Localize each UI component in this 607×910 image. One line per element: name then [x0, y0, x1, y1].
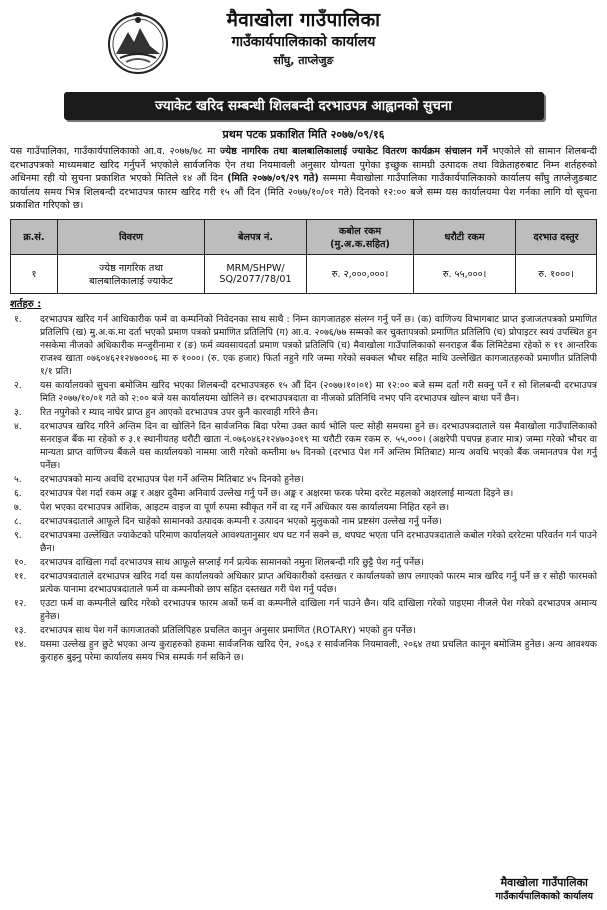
list-item — [10, 597, 597, 623]
term-text: रित नपुगेको र म्याद नाघेर प्राप्त हुन आएको दरभाउपत्र उपर कुनै कारवाही गरिने छैन। — [40, 406, 319, 418]
table-row — [11, 254, 597, 293]
intro-bold-program: ज्येष्ठ नागरिक तथा बालबालिकालाई ज्याकेट वितरण कार्यक्रम संचालन गर्ने — [220, 146, 488, 157]
header — [10, 8, 597, 88]
terms-list — [10, 313, 597, 664]
list-item — [10, 313, 597, 378]
term-number: ३. — [14, 406, 22, 418]
list-item — [10, 638, 597, 664]
term-number: १४. — [14, 638, 27, 650]
term-text: दरभाउपत्र साथ पेश गर्ने कागजातको प्रतिलिपिहरु प्रचलित कानुन अनुसार प्रमाणित (ROTARY) भएको हुन पर्नेछ। — [40, 624, 416, 636]
term-text: दरभाउपत्रदाताले दरभाउपत्र खरिद गर्दा यस कार्यालयको अधिकार प्राप्त अधिकारीको दस्तखत र कार्यालयको छाप लगाएको फारम मात्र खरिद गर्नु पर्ने छ र सोही फारमको प्रत्येक पानामा दरभाउपत्रदाताले फर्म वा कम्पनीको छाप सहित दस्तखत गरी पेश गर्नु पर्दछ। — [40, 570, 597, 595]
intro-text-2: भएकोले सो सामान शिलबन्दी दरभाउपत्रको माध्यमबाट खरिद गर्नुपर्ने भएकोले सार्वजनिक ऐन तथा नियमावली अनुसार योग्यता पुगेका इच्छुक सामग्री उत्पादक तथा विक्रेताहरुबाट निम्न शर्तहरुको अधिनमा रही यो सुचना प्रकाशित भएको मितिले १४ औं दिन — [10, 146, 597, 185]
term-text: दरभाउपत्रमा उल्लेखित ज्याकेटको परिमाण कार्यालयले आवश्यतानुसार थप घट गर्न सक्ने छ, थपघट भएता पनि दरभाउपत्रदाताले कबोल गरेको दररेटमा परिवर्तन गर्न पाउने छैन। — [40, 529, 597, 554]
intro-text-1: यस गाउँपालिका, गाउँकार्यपालिकाको आ.व. २०७७/७८ मा — [10, 146, 221, 157]
publication-date: प्रथम पटक प्रकाशित मिति २०७७/०९/१६ — [222, 128, 385, 141]
term-number: १२. — [14, 597, 27, 609]
list-item — [10, 473, 597, 486]
term-number: १३. — [14, 624, 27, 636]
list-item — [10, 570, 597, 596]
list-item — [10, 529, 597, 555]
col-header-fee: दरभाउ दस्तुर — [516, 219, 597, 254]
term-number: १०. — [14, 556, 27, 568]
office-name: गाउँकार्यपालिकाको कार्यालय — [231, 34, 376, 50]
term-number: ७. — [14, 501, 22, 513]
terms-heading: शर्तहरु : — [10, 298, 42, 310]
nepal-emblem-icon — [106, 10, 170, 76]
col-header-bid-no: बेलपत्र नं. — [205, 219, 307, 254]
term-text: यस कार्यालयको सुचना बमोजिम खरिद भएका शिलबन्दी दरभाउपत्रहरु १५ औं दिन (२०७७।१०।०१) मा १२:०० बजे सम्म दर्ता गरी सक्नु पर्ने र सो शिलबन्दी दरभाउपत्र मिति २०७७/१०/०१ गते को २:०० बजे यस कार्यालयमा खोलिने छ। दरभाउपत्रदाता वा नीजको प्रतिनिधि नभए पनि दरभाउपत्र खोल्न बाधा पर्ने छैन। — [40, 379, 597, 404]
col-header-amount: कबोल रकम (मु.अ.क.सहित) — [307, 219, 414, 254]
intro-text-3: सम्ममा मैवाखोला गाउँपालिका गाउँकार्यपालिकाको कार्यालय साँघु ताप्लेजुङबाट कार्यालय समय भित्र शिलबन्दी दरभाउपत्र फारम खरिद गरी १५ औं दिन (मिति २०७७/१०/०१ गते) दिनको १२:०० बजे सम्म यस कार्यालयमा पेश गर्नका लागि यो सूचना प्रकाशित गरिएको छ। — [10, 173, 597, 212]
cell-bid-no-line2: SQ/2077/78/01 — [219, 273, 292, 285]
cell-deposit: रु. ५५,०००। — [414, 254, 516, 293]
col-header-description: विवरण — [58, 219, 205, 254]
cell-bid-no-line1: MRM/SHPW/ — [226, 262, 285, 274]
term-text: दरभाउपत्र खरिद गर्न आधिकारीक फर्म वा कम्पनिको निवेदनका साथ साथै : निम्न कागजातहरु संलग्न गर्नु पर्ने छ। (क) वाणिज्य विभागबाट प्राप्त इजाजतपत्रको प्रमाणित प्रतिलिपि (ख) मु.अ.क.मा दर्ता भएको प्रमाण पत्रको प्रमाणित प्रतिलिपि (ग) आ.व. २०७६/७७ सम्मको कर चुक्तापत्रको प्रमाणित प्रतिलिपि (घ) प्रोपाइटर स्वयं उपस्थित हुन नसकेमा नीजको अधिकारीक मन्जुरीनामा र (ङ) फर्म व्यवसायदर्ता प्रमाण पत्रको प्रतिलिपि (च) मैवाखोला गाउँपालिकाको सनराइज बैंक लिमिटेडमा रहेको रु ११ आन्तरिक राजश्व खाता ०७६०४६२१२४७०००६ मा रु १०००। (रु. एक हजार) फिर्ता नहुने गरि जम्मा गरेको सक्कल भौचर सहित माथि उल्लेखित कागजातहरुको प्रमाणीत प्रतिलिपी १/१ प्रति। — [40, 313, 597, 377]
list-item — [10, 406, 597, 419]
list-item — [10, 487, 597, 500]
cell-description-line2: बालबालिकालाई ज्याकेट — [89, 275, 173, 287]
term-text: दरभाउपत्र दाखिला गर्दा दरभाउपत्र साथ आफूले सप्लाई गर्न प्रत्येक सामानको नमुना शिलबन्दी गरि छुट्टै पेश गर्नु पर्नेछ। — [40, 556, 425, 568]
term-text: एउटा फर्म वा कम्पनीले खरिद गरेको दरभाउपत्र फारम अर्को फर्म वा कम्पनीले दाखिला गर्न पाउने छैन। यदि दाखिला गरेको पाइएमा नीजले पेश गरेको दरभाउपत्र अमान्य हुनेछ। — [40, 597, 597, 622]
term-number: ८. — [14, 515, 22, 527]
cell-description — [58, 254, 205, 293]
intro-bold-deadline: (मिति २०७७/०९/२९ गते) — [227, 173, 319, 185]
term-number: ५. — [14, 473, 22, 485]
term-text: यसमा उल्लेख हुन छुटे भएका अन्य कुराहरुको हकमा सार्वजनिक खरिद ऐन, २०६३ र सार्वजनिक नियमावली, २०६४ तथा प्रचलित कानून बमोजिम हुनेछ। अन्य आवश्यक कुराहरु बुझ्नु परेमा कार्यालय समय भित्र सम्पर्क गर्न सकिने छ। — [40, 638, 597, 663]
list-item — [10, 420, 597, 472]
list-item — [10, 515, 597, 528]
org-name: मैवाखोला गाउँपालिका — [226, 9, 381, 31]
footer-office-name: गाउँकार्यपालिकाको कार्यालय — [495, 891, 593, 902]
list-item — [10, 379, 597, 405]
cell-description-line1: ज्येष्ठ नागरिक तथा — [99, 262, 163, 274]
cell-bid-no — [205, 254, 307, 293]
bid-table-header-row — [11, 219, 597, 254]
term-number: ९. — [14, 529, 22, 541]
list-item — [10, 501, 597, 514]
term-text: दरभाउपत्र पेश गर्दा रकम अङ्क र अक्षर दुवैमा अनिवार्य उल्लेख गर्नु पर्ने छ। अङ्क र अक्षरमा फरक परेमा दररेट महलको अक्षरलाई मान्यता दिइने छ। — [40, 487, 514, 499]
signature-block — [495, 875, 593, 904]
term-text: दरभाउपत्रदाताले आफूले दिन चाहेको सामानको उत्पादक कम्पनी र उत्पादन भएको मुलुकको नाम प्रष्टसंग उल्लेख गर्नु पर्नेछ। — [40, 515, 442, 527]
col-header-sn: क्र.सं. — [11, 219, 58, 254]
cell-fee: रु. १०००। — [516, 254, 597, 293]
term-number: ६. — [14, 487, 22, 499]
intro-paragraph — [10, 145, 597, 213]
footer-org-name: मैवाखोला गाउँपालिका — [500, 876, 588, 889]
term-number: १. — [14, 313, 22, 325]
notice-title-banner: ज्याकेट खरिद सम्बन्धी शिलबन्दी दरभाउपत्र आह्वानको सुचना — [64, 92, 544, 120]
col-header-deposit: धरौटी रकम — [414, 219, 516, 254]
term-text: दरभाउपत्रको मान्य अवधि दरभाउपत्र पेश गर्ने अन्तिम मितिबाट ४५ दिनको हुनेछ। — [40, 473, 304, 485]
term-text: पेश भएका दरभाउपत्र आंशिक, आइटम वाइज वा पूर्ण रुपमा स्वीकृत गर्ने वा रद्द गर्ने अधिकार यस कार्यालयमा निहित रहने छ। — [40, 501, 450, 513]
term-number: ११. — [14, 570, 27, 582]
cell-sn: १ — [11, 254, 58, 293]
term-text: दरभाउपत्र खरिद गरिने अन्तिम दिन वा खोलिने दिन सार्वजनिक बिदा परेमा उक्त कार्य भोलि पल्ट सोही समयमा हुने छ। दरभाउपत्रदाताले यस मैवाखोला गाउँपालिकाको सनराइज बैंक मा रहेको रु ३.१ स्थानीयतह धरौटी खाता नं.०७६०४६२१२४७०३०१९ मा धरौटी रकम रकम रु. ५५,०००। (अक्षरेपी पचपन्न हजार मात्र) जम्मा गरेको भौचर वा मान्यता प्राप्त वाणिज्य बैंकले यस कार्यालयको नाममा जारी गरेको कम्तीमा ७५ दिनको (दरभाउ पेश गर्ने अन्तिम मितिबाट) मान्य अवधि भएको बैंक जमानतपत्र पेश गर्नु पर्नेछ। — [40, 420, 597, 471]
bid-table — [10, 219, 597, 294]
office-location: साँघु, ताप्लेजुङ — [273, 54, 334, 67]
list-item — [10, 556, 597, 569]
term-number: २. — [14, 379, 22, 391]
term-number: ४. — [14, 420, 22, 432]
cell-amount: रु. २,०००,०००। — [307, 254, 414, 293]
list-item — [10, 624, 597, 637]
